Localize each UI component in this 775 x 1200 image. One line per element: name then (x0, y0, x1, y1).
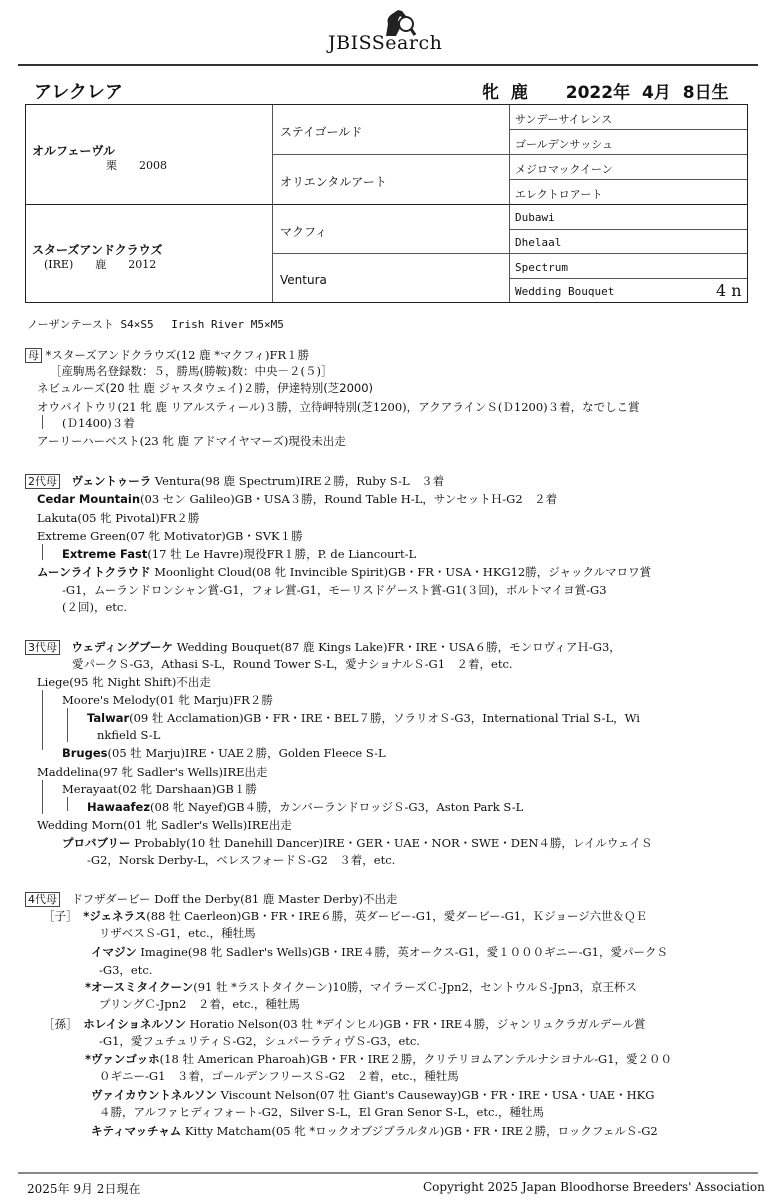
as-of-date: 2025年 9月 2日現在 (27, 1182, 141, 1196)
inbreeding-note: ノーザンテースト S4×S5 Irish River M5×M5 (27, 318, 284, 331)
section-tag: 母 (25, 348, 42, 363)
family-line-cont: プリングＣ-Jpn2 ２着，etc.，種牡馬 (99, 997, 300, 1011)
tree-line (67, 708, 68, 742)
family-line-cont: リザベスＳ-G1，etc.，種牡馬 (99, 926, 256, 940)
group-label: ［孫］ (43, 1017, 72, 1031)
tree-line (42, 415, 43, 429)
family-line-cont: -G1，愛フュチュリティＳ-G2，シュパーラティヴＳ-G3，etc. (99, 1034, 420, 1048)
title-bar (28, 78, 758, 103)
family-line: (03 セン Galileo)GB・USA３勝，Round Table H-L，サンセットＨ-G2 ２着 (140, 492, 558, 506)
sire-name[interactable]: オルフェーヴル (32, 144, 116, 158)
family-line-bold: Extreme Fast (62, 547, 148, 561)
offspring-line: アーリーハーベスト(23 牝 鹿 アドマイヤマーズ)現役未出走 (37, 434, 346, 448)
g3-ancestor[interactable]: Dhelaal (515, 236, 562, 249)
family-line: ドフザダービー Doff the Derby(81 鹿 Master Derby)不出走 (71, 892, 398, 906)
family-line-bold: Hawaafez (87, 800, 151, 814)
family-line: Maddelina(97 牝 Sadler's Wells)IRE出走 (37, 765, 268, 779)
family-line-bold: プロバブリー (62, 836, 131, 850)
horse-info (482, 78, 729, 103)
pedigree-table (25, 104, 748, 303)
header-rule (18, 64, 758, 66)
family-line-bold: キティマッチャム (91, 1124, 182, 1138)
g2-dam-dam[interactable]: Ventura (280, 273, 327, 287)
g3-divider (509, 129, 747, 130)
family-line-cont: 愛パークＳ-G3，Athasi S-L，Round Tower S-L，愛ナショナルＳ-G1 ２着，etc. (72, 657, 513, 671)
copyright: Copyright 2025 Japan Bloodhorse Breeders' Association (423, 1180, 765, 1194)
family-line: Liege(95 牝 Night Shift)不出走 (37, 675, 211, 689)
family-line-bold: Bruges (62, 746, 108, 760)
g3-ancestor[interactable]: メジロマックイーン (515, 163, 613, 176)
g2-divider (272, 253, 747, 254)
family-line-cont: nkfield S-L (97, 728, 161, 742)
family-line: (17 牡 Le Havre)現役FR１勝，P. de Liancourt-L (147, 547, 417, 561)
offspring-line-cont: (Ｄ1400)３着 (62, 416, 135, 430)
g3-ancestor[interactable]: ゴールデンサッシュ (515, 138, 614, 151)
tree-line (42, 690, 43, 750)
family-line: (09 牡 Acclamation)GB・FR・IRE・BEL７勝，ソラリオＳ-G3，International Trial S-L，Wi (129, 711, 640, 725)
family-line: Viscount Nelson(07 牡 Giant's Causeway)GB・FR・IRE・USA・UAE・HKG (216, 1088, 655, 1102)
family-line: Lakuta(05 牝 Pivotal)FR２勝 (37, 511, 200, 525)
family-line-cont: -G1，ムーランドロンシャン賞-G1，フォレ賞-G1，モーリスドゲースト賞-G1(３回)，ボルトマイヨ賞-G3 (62, 583, 607, 597)
family-line: (91 牡 *ラストタイクーン)10勝，マイラーズＣ-Jpn2，セントウルＳ-Jpn3，京王杯ス (193, 980, 638, 994)
family-line: (18 牡 American Pharoah)GB・FR・IRE２勝，クリテリヨムアンテルナシヨナル-G1，愛２００ (159, 1052, 673, 1066)
section-tag: 3代母 (25, 640, 60, 655)
sire-dam-divider (26, 204, 747, 205)
family-line-bold: イマジン (91, 945, 137, 959)
tree-line (42, 780, 43, 814)
family-line-bold: ホレイショネルソン (83, 1017, 186, 1031)
family-line-cont: -G3，etc. (99, 963, 153, 977)
family-line: Horatio Nelson(03 牡 *デインヒル)GB・FR・IRE４勝，ジャンリュクラガルデール賞 (185, 1017, 646, 1031)
g2-dam-sire[interactable]: マクフィ (280, 225, 328, 239)
g3-ancestor[interactable]: サンデーサイレンス (515, 113, 613, 126)
family-line: Merayaat(02 牝 Darshaan)GB１勝 (62, 782, 257, 796)
sire-info: 栗 2008 (106, 159, 167, 172)
dam-stats: ［産駒馬名登録数：５，勝馬(勝鞍)数：中央－２(５)］ (50, 364, 333, 378)
family-line-bold: *ヴァンゴッホ (85, 1052, 160, 1066)
family-line: Wedding Bouquet(87 鹿 Kings Lake)FR・IRE・USA６勝，モンロヴィアＨ-G3， (173, 640, 621, 654)
family-line-cont: ４勝，アルファヒディフォート-G2，Silver S-L，El Gran Senor S-L，etc.，種牡馬 (99, 1105, 545, 1119)
family-line: Moonlight Cloud(08 牝 Invincible Spirit)GB・FR・USA・HKG12勝，ジャックルマロワ賞 (150, 565, 652, 579)
family-line-bold: ヴァイカウントネルソン (91, 1088, 217, 1102)
logo-search: Search (371, 32, 443, 54)
family-line-bold: ヴェントゥーラ (71, 474, 152, 488)
family-line: Moore's Melody(01 牝 Marju)FR２勝 (62, 693, 273, 707)
offspring-line: ネビュルーズ(20 牡 鹿 ジャスタウェイ)２勝，伊達特別(芝2000) (37, 381, 374, 395)
family-line-bold: Cedar Mountain (37, 492, 141, 506)
family-line: Probably(10 牡 Danehill Dancer)IRE・GER・UAE・NOR・SWE・DEN４勝，レイルウェイＳ (130, 836, 653, 850)
g2-sire-dam[interactable]: オリエンタルアート (280, 175, 387, 189)
family-line-bold: *オースミタイクーン (85, 980, 194, 994)
g3-ancestor[interactable]: Dubawi (515, 211, 555, 224)
family-line: (88 牡 Caerleon)GB・FR・IRE６勝，英ダービー-G1，愛ダービー-G1，Ｋジョージ六世＆ＱＥ (146, 909, 648, 923)
logo-text (328, 32, 442, 54)
g3-divider (509, 229, 747, 230)
footer-rule (18, 1172, 758, 1174)
family-line-cont: -G2，Norsk Derby-L，ベレスフォードＳ-G2 ３着，etc. (87, 853, 396, 867)
tree-line (42, 544, 43, 560)
dam-line: *スターズアンドクラウズ(12 鹿 *マクフィ)FR１勝 (45, 348, 310, 362)
offspring-line: オウバイトウリ(21 牝 鹿 リアルスティール)３勝，立待岬特別(芝1200)，アクアラインＳ(Ｄ1200)３着，なでしこ賞 (37, 400, 640, 414)
family-line: Ventura(98 鹿 Spectrum)IRE２勝，Ruby S-L ３着 (151, 474, 445, 488)
g3-divider (509, 278, 747, 279)
family-number: 4 n (716, 281, 742, 300)
family-line-cont: (２回)，etc. (62, 600, 127, 614)
family-line: Imagine(98 牝 Sadler's Wells)GB・IRE４勝，英オークス-G1，愛１０００ギニー-G1，愛パークＳ (136, 945, 668, 959)
horse-color: 鹿 (510, 83, 528, 103)
logo-jbis: JBIS (328, 32, 372, 54)
section-tag: 4代母 (25, 892, 60, 907)
family-line-bold: ウェディングブーケ (71, 640, 174, 654)
g2-divider (272, 154, 747, 155)
g2-sire-sire[interactable]: ステイゴールド (280, 125, 363, 139)
jbis-logo[interactable] (328, 8, 458, 56)
g3-ancestor[interactable]: Wedding Bouquet (515, 285, 615, 298)
group-label: ［子］ (43, 909, 72, 923)
family-line-cont: ０ギニー-G1 ３着，ゴールデンフリースＳ-G2 ２着，etc.，種牡馬 (99, 1069, 459, 1083)
g3-divider (509, 179, 747, 180)
g3-ancestor[interactable]: Spectrum (515, 261, 568, 274)
dam-info: (IRE) 鹿 2012 (44, 258, 157, 271)
family-line: Kitty Matcham(05 牝 *ロックオブジブラルタル)GB・FR・IRE２勝，ロックフェルＳ-G2 (181, 1124, 658, 1138)
family-line: Extreme Green(07 牝 Motivator)GB・SVK１勝 (37, 529, 303, 543)
section-tag: 2代母 (25, 474, 60, 489)
dam-name[interactable]: スターズアンドクラウズ (32, 243, 163, 257)
horse-name: アレクレア (34, 82, 123, 103)
g3-ancestor[interactable]: エレクトロアート (515, 188, 603, 201)
family-line: (08 牝 Nayef)GB４勝，カンバーランドロッジＳ-G3，Aston Park S-L (150, 800, 524, 814)
tree-line (67, 797, 68, 811)
horse-birth: 2022年 4月 8日生 (565, 83, 729, 103)
family-line-bold: *ジェネラス (83, 909, 147, 923)
family-line: (05 牡 Marju)IRE・UAE２勝，Golden Fleece S-L (107, 746, 386, 760)
family-line: Wedding Morn(01 牝 Sadler's Wells)IRE出走 (37, 818, 292, 832)
family-line-bold: Talwar (87, 711, 130, 725)
family-line-bold: ムーンライトクラウド (37, 565, 151, 579)
horse-sex: 牝 (482, 83, 499, 103)
